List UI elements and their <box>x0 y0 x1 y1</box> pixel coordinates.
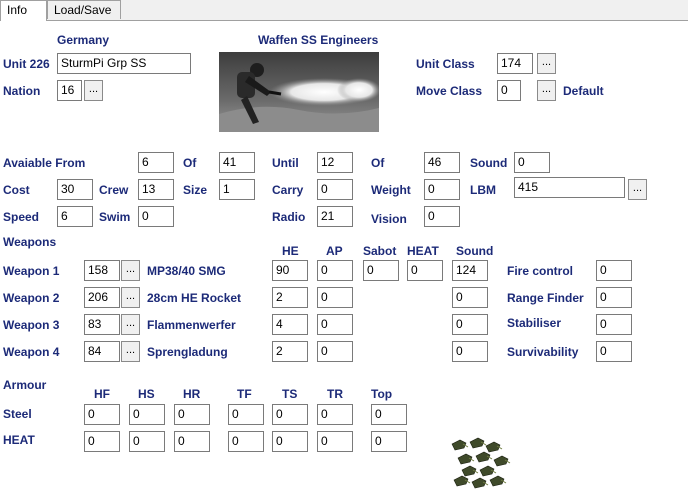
cost-label: Cost <box>3 183 30 197</box>
squad-sprite <box>448 436 516 492</box>
weapon-1-sound-input[interactable]: 124 <box>452 260 488 281</box>
weapon-4-label: Weapon 4 <box>3 345 60 359</box>
sound-input[interactable]: 0 <box>514 152 550 173</box>
steel-top-input[interactable]: 0 <box>371 404 407 425</box>
flamethrower-soldier-photo <box>219 52 379 132</box>
unit-name-input[interactable]: SturmPi Grp SS <box>57 53 191 74</box>
weapon-3-he-input[interactable]: 4 <box>272 314 308 335</box>
weapon-4-name: Sprengladung <box>147 345 228 359</box>
fire-control-label: Fire control <box>507 264 574 278</box>
range-finder-input[interactable]: 0 <box>596 287 632 308</box>
col-he-header: HE <box>282 244 299 258</box>
swim-label: Swim <box>99 210 131 224</box>
size-input[interactable]: 1 <box>219 179 255 200</box>
col-ap-header: AP <box>326 244 343 258</box>
move-class-label: Move Class <box>416 84 483 98</box>
of-input-2[interactable]: 46 <box>424 152 460 173</box>
tab-load-save[interactable]: Load/Save <box>47 0 121 19</box>
heat-label: HEAT <box>3 433 35 447</box>
armour-col-hs: HS <box>138 387 155 401</box>
stabiliser-input[interactable]: 0 <box>596 314 632 335</box>
crew-input[interactable]: 13 <box>138 179 174 200</box>
unit-class-browse-button[interactable]: ... <box>537 53 556 74</box>
lbm-browse-button[interactable]: ... <box>628 179 647 200</box>
radio-label: Radio <box>272 210 306 224</box>
unit-number-label: Unit 226 <box>3 57 50 71</box>
armour-col-tf: TF <box>237 387 252 401</box>
weapon-2-label: Weapon 2 <box>3 291 60 305</box>
unit-class-input[interactable]: 174 <box>497 53 533 74</box>
vision-label: Vision <box>371 212 407 226</box>
sound-label: Sound <box>470 156 508 170</box>
armour-title: Armour <box>3 378 47 392</box>
carry-label: Carry <box>272 183 304 197</box>
vision-input[interactable]: 0 <box>424 206 460 227</box>
armour-col-tr: TR <box>327 387 343 401</box>
carry-input[interactable]: 0 <box>317 179 353 200</box>
speed-input[interactable]: 6 <box>57 206 93 227</box>
steel-tf-input[interactable]: 0 <box>228 404 264 425</box>
weapon-1-label: Weapon 1 <box>3 264 60 278</box>
weapon-1-heat-input[interactable]: 0 <box>407 260 443 281</box>
steel-hs-input[interactable]: 0 <box>129 404 165 425</box>
nation-input[interactable]: 16 <box>57 80 82 101</box>
of-input-1[interactable]: 41 <box>219 152 255 173</box>
nation-browse-button[interactable]: ... <box>84 80 103 101</box>
swim-input[interactable]: 0 <box>138 206 174 227</box>
weapon-2-sound-input[interactable]: 0 <box>452 287 488 308</box>
until-input[interactable]: 12 <box>317 152 353 173</box>
weapon-3-ap-input[interactable]: 0 <box>317 314 353 335</box>
heat-tr-input[interactable]: 0 <box>317 431 353 452</box>
weapon-4-id-input[interactable]: 84 <box>84 341 120 362</box>
move-class-note: Default <box>563 84 604 98</box>
available-from-label: Avaiable From <box>3 156 86 170</box>
steel-ts-input[interactable]: 0 <box>272 404 308 425</box>
steel-hr-input[interactable]: 0 <box>174 404 210 425</box>
heat-ts-input[interactable]: 0 <box>272 431 308 452</box>
move-class-browse-button[interactable]: ... <box>537 80 556 101</box>
weapon-3-id-input[interactable]: 83 <box>84 314 120 335</box>
heat-hf-input[interactable]: 0 <box>84 431 120 452</box>
heat-top-input[interactable]: 0 <box>371 431 407 452</box>
armour-col-ts: TS <box>282 387 298 401</box>
weapon-1-he-input[interactable]: 90 <box>272 260 308 281</box>
weight-input[interactable]: 0 <box>424 179 460 200</box>
survivability-input[interactable]: 0 <box>596 341 632 362</box>
heat-tf-input[interactable]: 0 <box>228 431 264 452</box>
weapon-1-id-input[interactable]: 158 <box>84 260 120 281</box>
weight-label: Weight <box>371 183 411 197</box>
col-sabot-header: Sabot <box>363 244 397 258</box>
steel-label: Steel <box>3 407 32 421</box>
tab-bar <box>0 0 688 21</box>
weapon-2-name: 28cm HE Rocket <box>147 291 242 305</box>
armour-col-top: Top <box>371 387 393 401</box>
unit-photo-image <box>219 52 379 132</box>
weapon-2-he-input[interactable]: 2 <box>272 287 308 308</box>
weapon-3-label: Weapon 3 <box>3 318 60 332</box>
weapons-title: Weapons <box>3 235 57 249</box>
weapon-1-name: MP38/40 SMG <box>147 264 226 278</box>
weapon-2-id-input[interactable]: 206 <box>84 287 120 308</box>
weapon-4-browse-button[interactable]: ... <box>121 341 140 362</box>
move-class-input[interactable]: 0 <box>497 80 521 101</box>
heat-hs-input[interactable]: 0 <box>129 431 165 452</box>
fire-control-input[interactable]: 0 <box>596 260 632 281</box>
country-label: Germany <box>57 33 110 47</box>
weapon-3-name: Flammenwerfer <box>147 318 236 332</box>
radio-input[interactable]: 21 <box>317 206 353 227</box>
cost-input[interactable]: 30 <box>57 179 93 200</box>
col-heat-header: HEAT <box>407 244 439 258</box>
weapon-4-he-input[interactable]: 2 <box>272 341 308 362</box>
weapon-4-ap-input[interactable]: 0 <box>317 341 353 362</box>
weapon-2-browse-button[interactable]: ... <box>121 287 140 308</box>
tab-info[interactable]: Info <box>0 0 47 21</box>
weapon-4-sound-input[interactable]: 0 <box>452 341 488 362</box>
armour-col-hf: HF <box>94 387 110 401</box>
weapon-1-browse-button[interactable]: ... <box>121 260 140 281</box>
of-label-1: Of <box>183 156 197 170</box>
weapon-3-browse-button[interactable]: ... <box>121 314 140 335</box>
stabiliser-label: Stabiliser <box>507 316 562 330</box>
until-label: Until <box>272 156 299 170</box>
unit-class-label: Unit Class <box>416 57 475 71</box>
heat-hr-input[interactable]: 0 <box>174 431 210 452</box>
survivability-label: Survivability <box>507 345 579 359</box>
unit-title: Waffen SS Engineers <box>258 33 379 47</box>
range-finder-label: Range Finder <box>507 291 584 305</box>
col-sound-header: Sound <box>456 244 494 258</box>
armour-col-hr: HR <box>183 387 201 401</box>
available-from-input[interactable]: 6 <box>138 152 174 173</box>
weapon-1-sabot-input[interactable]: 0 <box>363 260 399 281</box>
steel-tr-input[interactable]: 0 <box>317 404 353 425</box>
of-label-2: Of <box>371 156 385 170</box>
weapon-3-sound-input[interactable]: 0 <box>452 314 488 335</box>
infantry-squad-icon <box>448 436 516 492</box>
size-label: Size <box>183 183 208 197</box>
lbm-input[interactable]: 415 <box>514 177 625 198</box>
speed-label: Speed <box>3 210 40 224</box>
nation-label: Nation <box>3 84 41 98</box>
weapon-1-ap-input[interactable]: 0 <box>317 260 353 281</box>
lbm-label: LBM <box>470 183 496 197</box>
steel-hf-input[interactable]: 0 <box>84 404 120 425</box>
crew-label: Crew <box>99 183 129 197</box>
weapon-2-ap-input[interactable]: 0 <box>317 287 353 308</box>
